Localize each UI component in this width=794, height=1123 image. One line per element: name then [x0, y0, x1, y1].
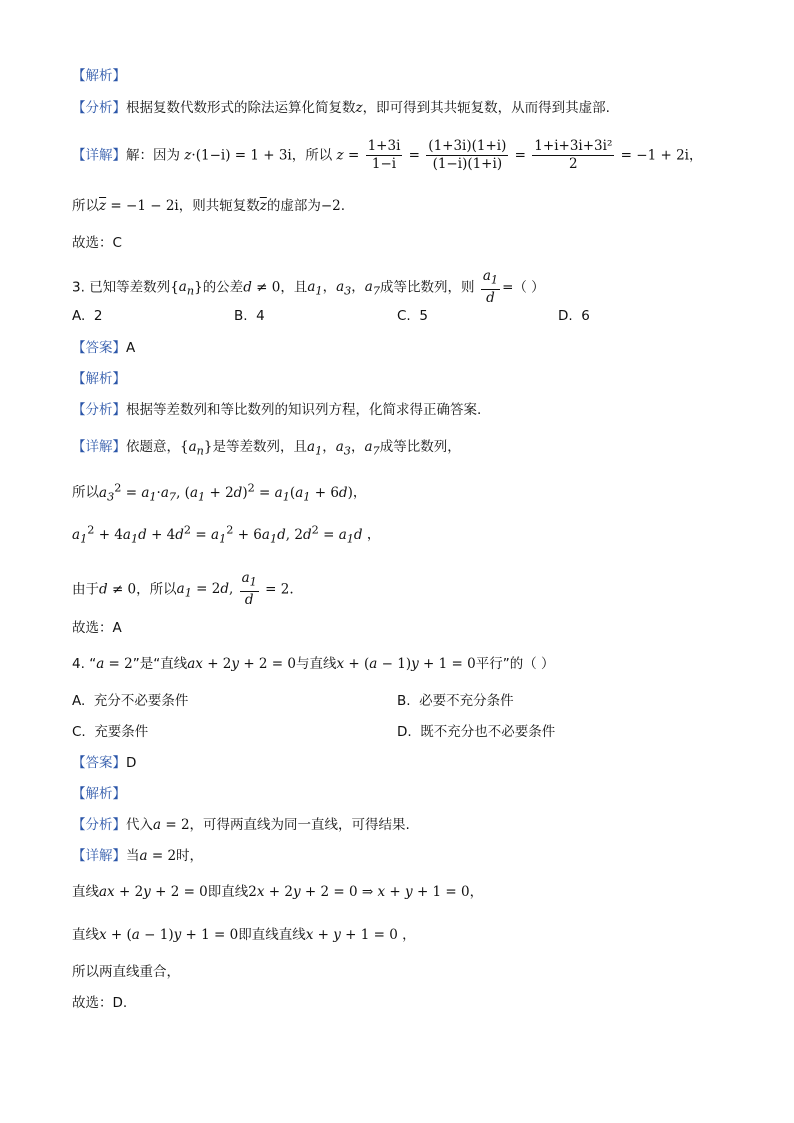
daan-tag: 【答案】 — [72, 755, 126, 771]
coincide-text: 所以两直线重合， — [72, 964, 180, 980]
seq-symbol: $\{a_n\}$ — [180, 439, 213, 458]
cond-a: a = 2 — [96, 656, 133, 672]
xiangjie-mid: ，所以 — [291, 147, 333, 164]
question-3-stem — [72, 268, 545, 307]
daan-tag: 【答案】 — [72, 340, 126, 356]
xiangjie-q3 — [72, 437, 461, 462]
fenxi-q4 — [72, 815, 410, 835]
conj-end: . — [340, 198, 346, 214]
option-c: C. 5 — [397, 308, 428, 324]
terms-list: $a_1$，$a_3$，$a_7$ — [307, 439, 380, 458]
fenxi-var: z — [355, 100, 363, 116]
daan-q4 — [72, 753, 136, 773]
option-a: A. 2 — [72, 308, 103, 324]
line-2-simplified: x + y + 1 = 0 — [305, 927, 398, 943]
conj-text-3: 的虚部为 — [266, 198, 321, 214]
fenxi-q2 — [72, 98, 610, 118]
line-text-a: 直线 — [72, 927, 99, 943]
option-c: C. 充要条件 — [72, 724, 149, 740]
stem-text-1: “ — [89, 656, 97, 672]
line-1-simplified: 2x + 2y + 2 = 0 ⇒ x + y + 1 = 0 — [248, 884, 470, 900]
fenxi-text: 根据等差数列和等比数列的知识列方程，化简求得正确答案. — [126, 402, 482, 418]
fenxi-tag: 【分析】 — [72, 402, 126, 418]
stem-text-4: 成等比数列，则 — [380, 279, 475, 296]
option-a: A. 充分不必要条件 — [72, 693, 189, 709]
conj-text-1: 所以 — [72, 198, 99, 214]
option-b: B. 必要不充分条件 — [397, 693, 514, 709]
conjugate-line-q2: 所以$\overline{z} = -1 - 2i$，则共轭复数$\overline{z}$的虚部为−2. — [72, 198, 346, 214]
terms-list: $a_1$，$a_3$，$a_7$ — [307, 279, 381, 299]
jiexi-tag-q4: 【解析】 — [72, 786, 126, 802]
stem-text-4: 平行”的（ ） — [475, 656, 555, 672]
xiangjie-tag: 【详解】 — [72, 439, 126, 455]
formula-conj: $\overline{z}$ — [99, 198, 107, 214]
option-b: B. 4 — [234, 308, 265, 324]
since-text-2: ，所以 — [136, 581, 177, 598]
stem-text-3: ，且 — [280, 279, 308, 296]
equation-line-2-q3: $a_1^2 + 4a_1d + 4d^2 = a_1^2 + 6a_1d$, $2d^2 = a_1d$ ， — [72, 523, 381, 546]
conj-text-2: ，则共轭复数 — [178, 198, 260, 214]
stem-text-2: 的公差 — [202, 279, 244, 296]
ratio-fraction: $\frac{a_1}{d}$ — [241, 570, 257, 608]
fenxi-q3 — [72, 400, 481, 420]
fenxi-text-2: ，可得两直线为同一直线，可得结果. — [189, 817, 410, 833]
line-1-eq: ax + 2y + 2 = 0 — [99, 884, 208, 900]
cond-a: a = 2 — [139, 848, 177, 864]
fenxi-tag: 【分析】 — [72, 817, 126, 833]
xiangjie-text-2: 时， — [176, 848, 204, 864]
line-1-eq: ax + 2y + 2 = 0 — [187, 656, 296, 672]
line-1-derivation: 直线ax + 2y + 2 = 0即直线2x + 2y + 2 = 0 ⇒ x + y + 1 = 0， — [72, 884, 484, 900]
fraction-3: $\frac{\text{1+i+3i+3i²}}{2}$ — [534, 138, 613, 172]
formula-result: $a_1 = 2d$, — [176, 581, 238, 601]
question-number: 3. — [72, 279, 85, 296]
option-d: D. 既不充分也不必要条件 — [397, 724, 556, 740]
fenxi-text-2: ，即可得到其共轭复数，从而得到其虚部. — [362, 100, 610, 116]
answer-q3: 故选：A — [72, 620, 122, 636]
answer-q4: 故选：D. — [72, 995, 128, 1011]
question-4-stem — [72, 654, 555, 674]
line-2-derivation: 直线x + (a − 1)y + 1 = 0即直线直线x + y + 1 = 0 ， — [72, 927, 416, 943]
fenxi-text-1: 代入 — [126, 817, 153, 833]
seq-symbol: $\{a_n\}$ — [170, 279, 203, 299]
since-text: 由于 — [72, 581, 99, 598]
formula-expanded: $a_1^2 + 4a_1d + 4d^2 = a_1^2 + 6a_1d$, $2d^2 = a_1d$ — [72, 523, 363, 546]
daan-val: A — [126, 340, 136, 356]
fraction-1: $\frac{1+3i}{1-i}$ — [367, 138, 401, 172]
so-text: 所以 — [72, 484, 99, 501]
stem-text-2: ”是“直线 — [132, 656, 188, 672]
xiangjie-tag: 【详解】 — [72, 848, 126, 864]
stem-text-1: 已知等差数列 — [89, 279, 171, 296]
option-d: D. 6 — [558, 308, 590, 324]
xiangjie-tag: 【详解】 — [72, 147, 126, 164]
stem-text-5: =（ ） — [502, 279, 545, 296]
line-text-b: 即直线 — [207, 884, 249, 900]
stem-text-3: 与直线 — [296, 656, 337, 672]
xiangjie-q4 — [72, 846, 203, 866]
cond-d: d ≠ 0 — [99, 581, 137, 598]
conj-var: $\overline{z}$ — [259, 198, 267, 214]
cond-d: d ≠ 0 — [243, 279, 281, 296]
conj-val: −2 — [320, 198, 341, 214]
fenxi-tag: 【分析】 — [72, 100, 126, 116]
formula-geo-mean: $a_3^2 = a_1\cdot a_7$, $(a_1 + 2d)^2 = a_1(a_1 + 6d)$ — [99, 481, 353, 504]
daan-val: D — [126, 755, 137, 771]
jiexi-tag-q2: 【解析】 — [72, 68, 126, 84]
xiangjie-text-2: 是等差数列，且 — [212, 439, 307, 455]
cond-a: a = 2 — [153, 817, 190, 833]
line-text-a: 直线 — [72, 884, 99, 900]
line-2-eq: x + (a − 1)y + 1 = 0 — [336, 656, 476, 672]
question-number: 4. — [72, 656, 85, 672]
xiangjie-text-1: 当 — [126, 848, 140, 864]
xiangjie-text-3: 成等比数列， — [379, 439, 461, 455]
daan-q3 — [72, 338, 135, 358]
equation-line-3-q3: 由于d ≠ 0，所以$a_1 = 2d$, $\frac{a_1}{d}$ = 2. — [72, 570, 294, 608]
line-2-eq: x + (a − 1)y + 1 = 0 — [99, 927, 239, 943]
jiexi-tag-q3: 【解析】 — [72, 371, 126, 387]
xiangjie-text-1: 依题意， — [126, 439, 180, 455]
fenxi-text: 根据复数代数形式的除法运算化简复数 — [126, 100, 356, 116]
ratio-fraction: $\frac{a_1}{d}$ — [482, 268, 499, 306]
xiangjie-lead: 解：因为 — [126, 147, 180, 164]
answer-q2: 故选：C — [72, 235, 122, 251]
fraction-2: $\frac{(1+3i)(1+i)}{(1-i)(1+i)}$ — [428, 138, 507, 172]
equation-line-1-q3: 所以$a_3^2 = a_1\cdot a_7$, $(a_1 + 2d)^2 = a_1(a_1 + 6d)$， — [72, 481, 367, 504]
formula-division: z = — [336, 147, 364, 164]
xiangjie-q2: 【详解】解：因为 z·(1−i) = 1 + 3i，所以 z = $\frac{1+3i}{1-i}$ = $\frac{(1+3i)(1+i)}{(1-i)(1+i)}$ = $\frac{\text{1+i+3i+3i²}}{2}$ = −1 + 2i， — [72, 138, 703, 172]
formula-given: z·(1−i) = 1 + 3i — [184, 147, 292, 164]
line-text-b: 即直线直线 — [238, 927, 306, 943]
